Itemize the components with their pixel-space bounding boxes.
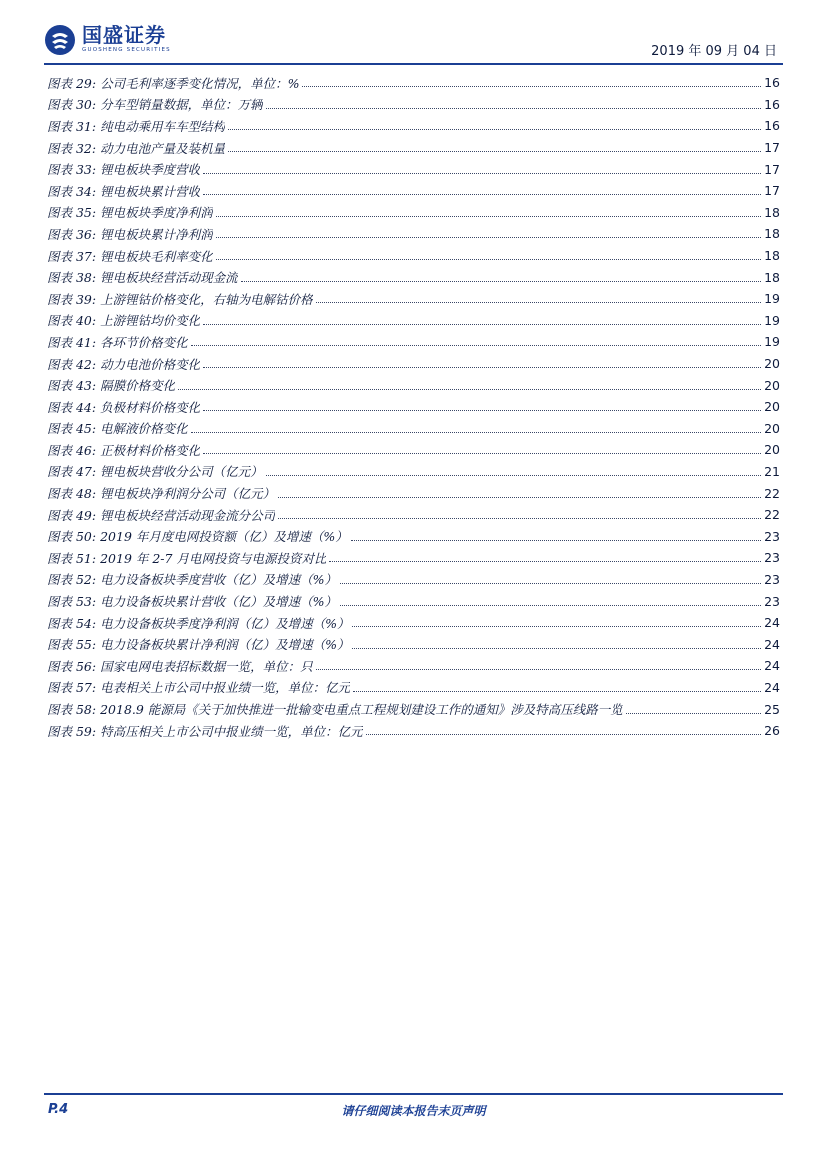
- logo-chinese-name: 国盛证券: [82, 23, 166, 47]
- toc-dot-leader: [302, 74, 761, 87]
- toc-dot-leader: [352, 614, 761, 627]
- toc-entry-page: 16: [764, 75, 780, 91]
- toc-entry-title: 负极材料价格变化: [100, 399, 201, 415]
- toc-entry-title: 锂电板块经营活动现金流: [100, 270, 238, 286]
- toc-entry-title: 锂电板块累计净利润: [100, 226, 213, 242]
- toc-entry-page: 22: [764, 507, 780, 523]
- toc-entry-label: 图表 56:: [47, 658, 97, 674]
- toc-entry[interactable]: [47, 569, 780, 591]
- toc-entry[interactable]: [47, 590, 780, 612]
- toc-entry-title: 锂电板块经营活动现金流分公司: [100, 507, 276, 523]
- toc-entry-label: 图表 34:: [47, 183, 97, 199]
- toc-entry-label: 图表 58:: [47, 702, 97, 718]
- toc-entry-title: 动力电池价格变化: [100, 356, 201, 372]
- toc-entry-title: 锂电板块毛利率变化: [100, 248, 213, 264]
- toc-entry-label: 图表 38:: [47, 270, 97, 286]
- toc-entry-title: 动力电池产量及装机量: [100, 140, 226, 156]
- toc-entry-label: 图表 45:: [47, 421, 97, 437]
- toc-entry[interactable]: [47, 266, 780, 288]
- toc-entry-page: 20: [764, 442, 780, 458]
- toc-entry-title: 上游锂钴价格变化，右轴为电解钴价格: [100, 291, 313, 307]
- toc-entry-page: 17: [764, 183, 780, 199]
- logo-icon: [44, 24, 76, 56]
- toc-dot-leader: [203, 182, 761, 195]
- toc-entry-page: 20: [764, 399, 780, 415]
- toc-entry-label: 图表 52:: [47, 572, 97, 588]
- toc-entry[interactable]: [47, 482, 780, 504]
- toc-entry[interactable]: [47, 525, 780, 547]
- toc-dot-leader: [216, 247, 761, 260]
- toc-entry-page: 22: [764, 485, 780, 501]
- toc-entry-title: 国家电网电表招标数据一览，单位：只: [100, 658, 313, 674]
- toc-dot-leader: [203, 398, 761, 411]
- toc-dot-leader: [340, 593, 761, 606]
- toc-entry-page: 18: [764, 204, 780, 220]
- toc-entry-label: 图表 39:: [47, 291, 97, 307]
- toc-entry[interactable]: [47, 310, 780, 332]
- toc-entry[interactable]: [47, 158, 780, 180]
- toc-entry-label: 图表 29:: [47, 75, 97, 91]
- toc-entry-label: 图表 41:: [47, 334, 97, 350]
- toc-entry-label: 图表 59:: [47, 723, 97, 739]
- toc-dot-leader: [266, 463, 761, 476]
- toc-entry-label: 图表 35:: [47, 205, 97, 221]
- toc-entry-label: 图表 33:: [47, 162, 97, 178]
- toc-entry-title: 2019 年月度电网投资额（亿）及增速（%）: [100, 529, 348, 545]
- toc-dot-leader: [278, 506, 761, 519]
- page-header: [44, 24, 783, 62]
- toc-dot-leader: [329, 549, 761, 562]
- toc-entry-page: 24: [764, 679, 780, 695]
- toc-dot-leader: [366, 722, 761, 735]
- toc-entry-label: 图表 48:: [47, 486, 97, 502]
- toc-entry-label: 图表 57:: [47, 680, 97, 696]
- toc-entry-title: 锂电板块季度净利润: [100, 205, 213, 221]
- toc-entry[interactable]: [47, 245, 780, 267]
- toc-entry-page: 20: [764, 420, 780, 436]
- toc-entry-label: 图表 43:: [47, 378, 97, 394]
- toc-entry-page: 18: [764, 226, 780, 242]
- toc-entry-page: 20: [764, 377, 780, 393]
- toc-entry-title: 正极材料价格变化: [100, 442, 201, 458]
- toc-entry-label: 图表 49:: [47, 507, 97, 523]
- toc-entry[interactable]: [47, 115, 780, 137]
- toc-dot-leader: [191, 420, 761, 433]
- toc-entry-label: 图表 53:: [47, 594, 97, 610]
- toc-entry-page: 18: [764, 269, 780, 285]
- toc-entry-title: 各环节价格变化: [100, 334, 188, 350]
- toc-entry-title: 分车型销量数据，单位：万辆: [100, 97, 263, 113]
- toc-entry[interactable]: [47, 202, 780, 224]
- toc-dot-leader: [352, 636, 761, 649]
- toc-entry-title: 电力设备板块累计净利润（亿）及增速（%）: [100, 637, 350, 653]
- toc-entry-page: 23: [764, 571, 780, 587]
- toc-entry[interactable]: [47, 461, 780, 483]
- toc-entry-label: 图表 31:: [47, 118, 97, 134]
- toc-entry-label: 图表 30:: [47, 97, 97, 113]
- toc-entry-label: 图表 40:: [47, 313, 97, 329]
- toc-entry-page: 26: [764, 723, 780, 739]
- toc-dot-leader: [216, 225, 761, 238]
- toc-entry-title: 公司毛利率逐季变化情况，单位：%: [100, 75, 300, 91]
- toc-entry-page: 19: [764, 334, 780, 350]
- toc-dot-leader: [278, 485, 761, 498]
- toc-entry-page: 24: [764, 615, 780, 631]
- toc-entry-title: 上游锂钴均价变化: [100, 313, 201, 329]
- toc-entry-page: 23: [764, 550, 780, 566]
- toc-entry[interactable]: [47, 72, 780, 94]
- toc-entry-title: 2019 年 2-7 月电网投资与电源投资对比: [100, 550, 327, 566]
- toc-entry-title: 锂电板块季度营收: [100, 162, 201, 178]
- toc-dot-leader: [216, 204, 761, 217]
- toc-entry[interactable]: [47, 331, 780, 353]
- toc-entry-title: 电表相关上市公司中报业绩一览，单位：亿元: [100, 680, 351, 696]
- toc-entry-title: 电解液价格变化: [100, 421, 188, 437]
- toc-entry[interactable]: [47, 655, 780, 677]
- toc-entry-page: 16: [764, 118, 780, 134]
- toc-entry-label: 图表 51:: [47, 550, 97, 566]
- toc-entry[interactable]: [47, 720, 780, 742]
- toc-dot-leader: [316, 657, 761, 670]
- toc-entry-title: 电力设备板块累计营收（亿）及增速（%）: [100, 594, 337, 610]
- toc-dot-leader: [178, 377, 761, 390]
- toc-entry[interactable]: [47, 288, 780, 310]
- toc-entry-label: 图表 44:: [47, 399, 97, 415]
- toc-entry[interactable]: [47, 418, 780, 440]
- toc-dot-leader: [191, 333, 761, 346]
- toc-entry[interactable]: [47, 439, 780, 461]
- toc-entry-title: 锂电板块净利润分公司（亿元）: [100, 486, 276, 502]
- toc-entry-page: 23: [764, 593, 780, 609]
- toc-dot-leader: [626, 701, 761, 714]
- toc-entry-page: 24: [764, 636, 780, 652]
- toc-entry-page: 24: [764, 658, 780, 674]
- toc-entry-page: 21: [764, 463, 780, 479]
- toc-entry-page: 19: [764, 312, 780, 328]
- toc-entry-page: 17: [764, 161, 780, 177]
- toc-entry-title: 电力设备板块季度营收（亿）及增速（%）: [100, 572, 337, 588]
- toc-entry-label: 图表 32:: [47, 140, 97, 156]
- toc-entry[interactable]: [47, 353, 780, 375]
- toc-dot-leader: [316, 290, 761, 303]
- toc-dot-leader: [266, 96, 761, 109]
- toc-entry[interactable]: [47, 374, 780, 396]
- toc-entry[interactable]: [47, 180, 780, 202]
- toc-dot-leader: [241, 269, 761, 282]
- toc-entry-page: 23: [764, 528, 780, 544]
- logo-english-name: GUOSHENG SECURITIES: [82, 47, 171, 53]
- header-divider: [44, 63, 783, 65]
- toc-entry[interactable]: [47, 547, 780, 569]
- toc-entry-title: 纯电动乘用车车型结构: [100, 118, 226, 134]
- toc-entry-page: 17: [764, 140, 780, 156]
- toc-entry[interactable]: [47, 94, 780, 116]
- disclaimer-notice: 请仔细阅读本报告末页声明: [341, 1104, 486, 1118]
- toc-entry-title: 2018.9 能源局《关于加快推进一批输变电重点工程规划建设工作的通知》涉及特高压线路一览: [100, 702, 623, 718]
- toc-entry[interactable]: [47, 698, 780, 720]
- toc-entry-title: 电力设备板块季度净利润（亿）及增速（%）: [100, 615, 350, 631]
- toc-entry-label: 图表 42:: [47, 356, 97, 372]
- toc-entry-page: 16: [764, 96, 780, 112]
- toc-dot-leader: [203, 312, 761, 325]
- toc-entry[interactable]: [47, 504, 780, 526]
- toc-dot-leader: [203, 355, 761, 368]
- toc-entry-label: 图表 54:: [47, 615, 97, 631]
- toc-entry-page: 19: [764, 291, 780, 307]
- toc-entry[interactable]: [47, 612, 780, 634]
- toc-entry-title: 隔膜价格变化: [100, 378, 176, 394]
- figure-index-list: [47, 72, 780, 741]
- toc-dot-leader: [351, 528, 761, 541]
- toc-entry-label: 图表 47:: [47, 464, 97, 480]
- toc-entry-label: 图表 46:: [47, 442, 97, 458]
- company-logo: [44, 24, 171, 56]
- toc-entry-title: 锂电板块营收分公司（亿元）: [100, 464, 263, 480]
- toc-entry[interactable]: [47, 396, 780, 418]
- toc-dot-leader: [228, 139, 761, 152]
- toc-entry-title: 特高压相关上市公司中报业绩一览，单位：亿元: [100, 723, 363, 739]
- toc-entry-label: 图表 36:: [47, 226, 97, 242]
- toc-dot-leader: [340, 571, 761, 584]
- toc-entry[interactable]: [47, 633, 780, 655]
- toc-entry[interactable]: [47, 677, 780, 699]
- toc-entry-label: 图表 55:: [47, 637, 97, 653]
- toc-dot-leader: [203, 161, 761, 174]
- toc-dot-leader: [203, 441, 761, 454]
- toc-entry-label: 图表 37:: [47, 248, 97, 264]
- toc-entry-page: 18: [764, 248, 780, 264]
- footer-divider: [44, 1093, 783, 1095]
- toc-entry-label: 图表 50:: [47, 529, 97, 545]
- toc-entry[interactable]: [47, 137, 780, 159]
- toc-dot-leader: [228, 117, 761, 130]
- toc-dot-leader: [353, 679, 761, 692]
- toc-entry-title: 锂电板块累计营收: [100, 183, 201, 199]
- report-date: 2019 年 09 月 04 日: [651, 44, 777, 59]
- toc-entry-page: 20: [764, 356, 780, 372]
- toc-entry-page: 25: [764, 701, 780, 717]
- page-number: P.4: [48, 1102, 69, 1117]
- toc-entry[interactable]: [47, 223, 780, 245]
